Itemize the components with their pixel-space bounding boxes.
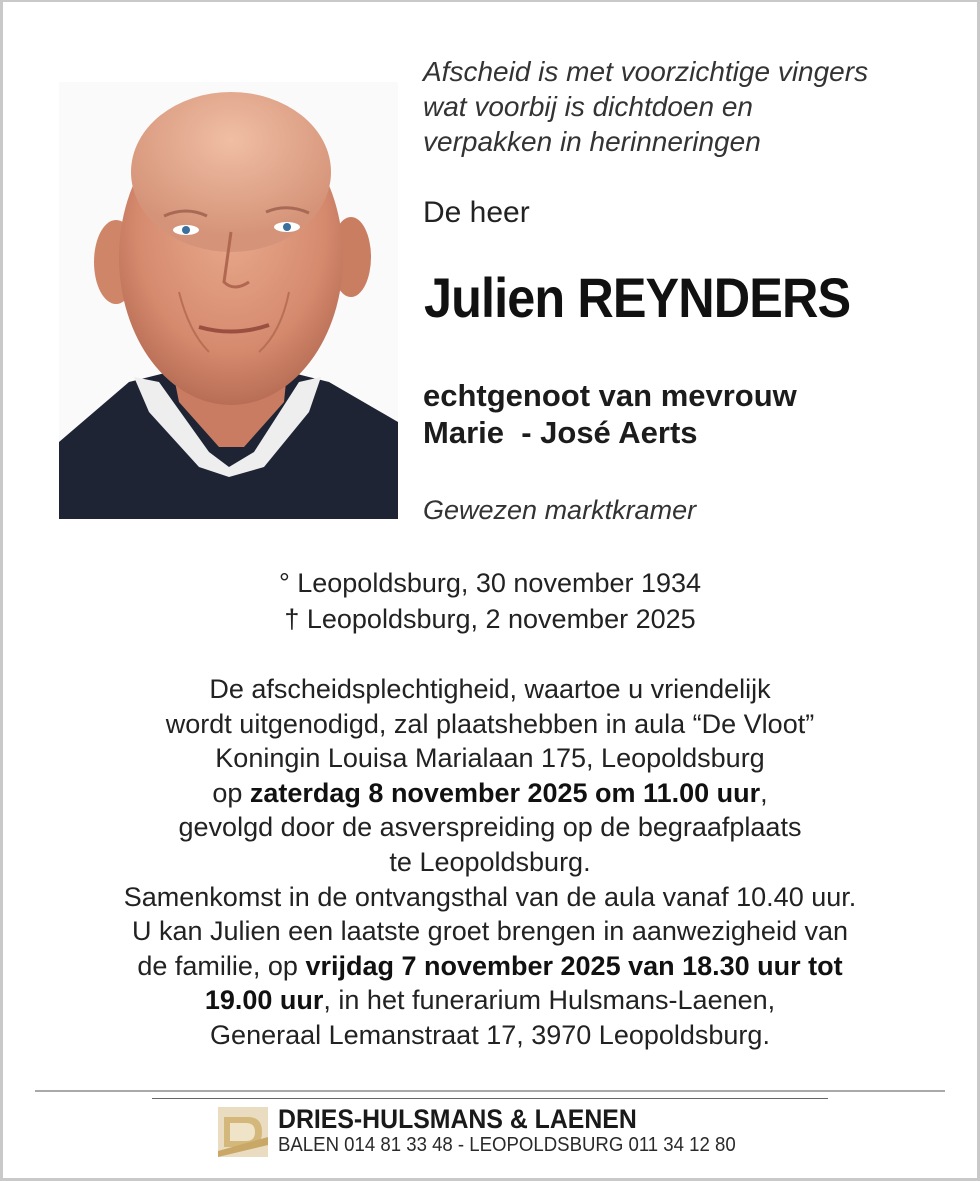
text: de familie, op (137, 950, 306, 981)
visitation-datetime: vrijdag 7 november 2025 van 18.30 uur tot (305, 950, 843, 981)
announcement-line: Koningin Louisa Marialaan 175, Leopoldsburg (215, 743, 765, 774)
text: op (212, 777, 250, 808)
announcement-line (20, 776, 960, 811)
text: , in het funerarium Hulsmans-Laenen, (323, 985, 776, 1016)
announcement-line (20, 983, 960, 1018)
text: , (760, 777, 768, 808)
announcement-line: Samenkomst in de ontvangsthal van de aula vanaf 10.40 uur. (123, 881, 857, 912)
life-dates (0, 565, 980, 637)
ceremony-datetime: zaterdag 8 november 2025 om 11.00 uur (249, 777, 761, 808)
salutation: De heer (423, 196, 530, 229)
visitation-end-time: 19.00 uur (204, 985, 324, 1016)
announcement-line: wordt uitgenodigd, zal plaatshebben in aula “De Vloot” (165, 708, 815, 739)
funeral-home-logo (218, 1107, 268, 1157)
announcement-line: De afscheidsplechtigheid, waartoe u vriendelijk (209, 674, 771, 704)
spouse-line: echtgenoot van mevrouw (423, 378, 797, 413)
funeral-home-contact: BALEN 014 81 33 48 - LEOPOLDSBURG 011 34 12 80 (278, 1134, 736, 1156)
spouse-info (423, 377, 797, 451)
death-date: † Leopoldsburg, 2 november 2025 (284, 604, 696, 634)
funeral-home-name: DRIES-HULSMANS & LAENEN (278, 1104, 637, 1134)
memorial-quote (423, 54, 953, 159)
occupation: Gewezen marktkramer (423, 495, 697, 525)
announcement-line: Generaal Lemanstraat 17, 3970 Leopoldsburg. (210, 1019, 770, 1050)
announcement-line: te Leopoldsburg. (389, 846, 591, 877)
quote-line: wat voorbij is dichtdoen en (423, 91, 753, 122)
announcement-line: gevolgd door de asverspreiding op de begraafplaats (178, 812, 802, 843)
divider (35, 1090, 945, 1092)
quote-line: verpakken in herinneringen (423, 126, 761, 157)
quote-line: Afscheid is met voorzichtige vingers (423, 56, 869, 87)
ceremony-announcement (20, 672, 960, 1053)
deceased-name: Julien REYNDERS (424, 266, 851, 329)
portrait-photo (59, 82, 398, 519)
announcement-line (20, 949, 960, 984)
announcement-line: U kan Julien een laatste groet brengen in aanwezigheid van (132, 916, 848, 947)
birth-date: ° Leopoldsburg, 30 november 1934 (278, 568, 702, 598)
spouse-name: Marie - José Aerts (423, 415, 698, 450)
divider (152, 1098, 828, 1099)
